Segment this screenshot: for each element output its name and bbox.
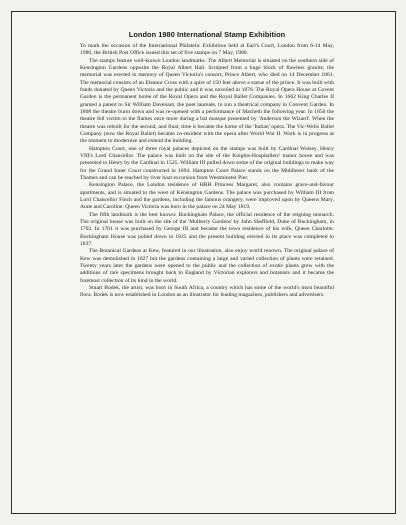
intro-paragraph: To mark the occasion of the International Philatelic Exhibition held at Earl's Court, London from 6-14 May, 1980, the British Post Office issued this set of five stamps on 7 May, 1980. <box>80 43 334 57</box>
document-title: London 1980 International Stamp Exhibition <box>128 30 286 39</box>
paragraph-buckingham-palace: The fifth landmark is the best known: Buckingham Palace, the official residence of the reigning monarch. The original house was built on the site of the 'Mulberry Gardens' by John Sheffield, Duke of Buckingham, in 1703. In 1761 it was purchased by George III and became the town residence of his wife, Queen Charlotte. Buckingham House was pulled down in 1825 and the present building erected in its place was completed in 1837. <box>80 211 334 247</box>
paragraph-hampton-court: Hampton Court, one of three royal palaces depicted on the stamps was built by Cardinal Wolsey, Henry VIII's Lord Chancellor. The palace was built on the site of the Knights-Hospitallers' manor house and was presented to Henry by the Cardinal in 1525. William III pulled down some of the original buildings to make way for the Grand Inner Court constructed in 1694. Hampton Court Palace stands on the Middlesex bank of the Thames and can be reached by river boat excursion from Westminster Pier. <box>80 145 334 181</box>
document-body <box>80 30 334 299</box>
paragraph-kensington-palace: Kensington Palace, the London residence of HRH Princess Margaret, also contains grace-and-favour apartments, and is situated to the west of Kensington Gardens. The palace was purchased by William III from Lord Chancellor Finch and the gardens, including the famous orangery, were improved upon by Queens Mary, Anne and Caroline. Queen Victoria was born in the palace on 24 May 1819. <box>80 182 334 211</box>
paragraph-kew-gardens: The Botanical Gardens at Kew, featured in our illustration, also enjoy world renown. The original palace of Kew was demolished in 1827 but the gardens containing a large and varied collection of plants were retained. Twenty years later the gardens were opened to the public and the collection of exotic plants grew with the additions of rare specimens brought back to England by Victorian explorers and botanists and it became the foremost collection of its kind in the world. <box>80 248 334 284</box>
paragraph-artist: Stuart Bodek, the artist, was born in South Africa, a country which has some of the world's most beautiful flora. Bodek is now established in London as an illustrator for leading magazines, publishers and advertisers. <box>80 284 334 299</box>
paragraph-landmarks: The stamps feature well-known London landmarks. The Albert Memorial is situated on the southern side of Kensington Gardens opposite the Royal Albert Hall. Sculpted from a huge block of flawless granite, the memorial was erected in memory of Queen Victoria's consort, Prince Albert, who died on 14 December 1861. The memorial consists of an Eleanor Cross with a spire of 150 feet above a statue of the prince. It was built with funds donated by Queen Victoria and the public and it was unveiled in 1876. The Royal Opera House at Covent Garden is the permanent home of the Royal Opera and the Royal Ballet Companies. In 1662 King Charles II granted a patent to Sir William Davenant, the poet laureate, to run a theatrical company in Convent Garden. In 1808 the theatre burnt down and was re-opened with a performance of Macbeth the following year. In 1856 the theatre fell victim to the flames once more during a bal masque presented by 'Anderson the Wizard'. When the theatre was rebuilt for the second, and final, time it became the home of the 'Italian' opera. The Vic-Wells Ballet Company (now the Royal Ballet) became co-resident with the opera after World War II. Work is in progress at the moment to modernise and extend the building. <box>80 57 334 145</box>
